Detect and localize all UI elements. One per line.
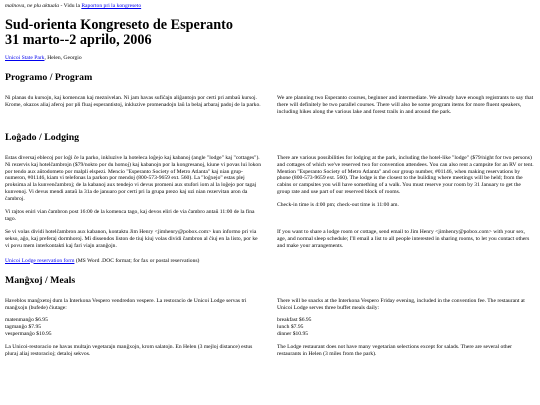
meals-en-p2: The Lodge restaurant does not have many vegetarian selections except for salads. There are several other restaurants in Helen (3 miles from the park). [277,344,513,358]
lodging-heading: Loĝado / Lodging [5,131,80,143]
meals-eo [5,298,277,364]
lodging-en-share [277,229,535,256]
menu-item: vespermanĝo $10.95 [5,331,52,338]
meals-table [5,298,535,364]
meals-en-p1: There will be snacks at the Interkona Vespero Friday evening, included in the convention fee. The restaurant at Unicoi Lodge serves three buffet meals daily: [277,297,525,311]
notice-separator: - Vidu la [59,3,82,9]
program-section [5,72,535,122]
meals-eo-p1: Haveblos manĝxetoj dum la Interkona Vespero vendredon vespere. La restoracio de Unicoi Lodge servas tri manĝxojn (bufede) ĉiutage: [5,297,247,311]
meals-heading: Manĝxoj / Meals [5,274,76,286]
meals-en [277,298,535,364]
lodging-en-p2: Check-in time is 4:00 pm; check-out time is 11:00 am. [277,202,399,209]
page-title [5,18,535,47]
report-link[interactable]: Raporton pri la kongreseto [81,3,142,9]
menu-item: matenmanĝo $6.95 [5,317,48,324]
menu-item: lunch $7.95 [277,324,304,331]
reservation-form-line [5,258,535,265]
program-table [5,95,535,122]
park-link[interactable]: Unicoi State Park [5,55,45,61]
menu-item: breakfast $6.95 [277,317,312,324]
title-line-2: 31 marto--2 aprilo, 2006 [5,31,152,48]
meals-eo-p2: La Unicoi-restoracio ne havas multajn vegetarajn manĝxojn, krom salatojn. En Helen (3 mejloj distance) estus pluraj aliaj restoracioj; detaloj sekvos. [5,344,253,358]
notice-line [5,3,535,10]
lodging-section [5,132,535,265]
lodging-eo [5,155,277,229]
lodging-eo-p3: Se vi volas dividi hotelĉambron aux kabanon, kontaktu Jim Henry <jimhenry@pobox.com> kun informo pri via sekso, aĝo, kaj preferaj dormhoroj. Mi dissendos liston de tiuj kiuj volas dividi ĉambron al ĉiuj en la listo, por ke vi povu mem interkontakti kaj fari viajn aranĝojn. [5,228,258,249]
meals-en-menu [277,317,535,338]
menu-item: tagmanĝo $7.95 [5,324,42,331]
reservation-form-link[interactable]: Unicoi Lodge reservation form [5,257,75,264]
lodging-table [5,155,535,256]
program-heading: Programo / Program [5,72,93,83]
program-eo-text: Ni planas du kursojn, kaj komencan kaj meznivelan. Ni jam havas sufiĉajn aliĝantojn por certi pri ambaŭ kursoj. Krome, okazos aliaj aferoj por pli fluaj esperantistoj, inkluzive promenadojn laŭ la belaj arbaraj padoj de la parko. [5,95,261,108]
reservation-form-note: (MS Word .DOC format; for fax or postal reservations) [74,257,200,264]
program-eo [5,95,277,122]
lodging-en-p1: There are various possibilities for lodging at the park, including the hotel-like "lodge" ($79/night for two persons) and cottages of which we've reserved two for convention attendees. You can also rent a campsite for an RV or tent. Mention "Esperanto Society of Metro Atlanta" and our group number, #01146, when making reservations by phone (800-573-9659 ext. 560). The lodge is the closest to the building where meetings will be held; from the cabins or campsites you will have something of a walk. You must reserve your room by 31 January to get the group rate and use part of our reserved block of rooms. [277,154,534,196]
lodging-eo-p1: Estas diversaj eblecoj por loĝi ĉe la parko, inkluzive la hoteleca loĝejo kaj kabanoj (angle "lodge" kaj "cottages"). Ni rezervis kaj hotelĉambrojn ($79/nokto por du homoj) kaj kabanojn por la kongresanoj, kiune vi povas lui lokon por tendo aux aŭtodometo por malpli elspezi. Mencio "Esperanto Society of Metro Atlanta" kaj nian grup-numeron, #01146, kiam vi telefonas la parkon por mendoj (800-573-9659 ext. 560). La "loĝxejo" estas plej proksima al la kunvenĉambroj; de la kabanoj aux tendejo vi devus promeni aux stufori iom al la loĝejo por tagaj kunvenoj. Vi devus mendi antaŭ la 31a de januaro por certi pri la grupa prezo kaj uzi nian rezervitan aron da ĉambroj. [5,154,262,203]
menu-item: dinner $10.95 [277,331,309,338]
lodging-eo-share [5,229,277,256]
lodging-eo-p2: Vi rajtos eniri vian ĉambron post 16:00 de la komenca tago, kaj devos eliri de via ĉambro antaŭ 11:00 de la fina tago. [5,209,255,222]
outdated-notice: malnova, ne plu aktuala [5,3,60,9]
meals-eo-menu [5,317,263,338]
lodging-en-p3: If you want to share a lodge room or cottage, send email to Jim Henry <jimhenry@pobox.com> with your sex, age, and normal sleep schedule; I'll email a list to all people interested in sharing rooms, to let you contact others and make your arrangements. [277,228,530,249]
title-line-1: Sud-orienta Kongreseto de Esperanto [5,17,233,33]
location-text: , Helen, Georgio [44,55,82,61]
program-en-text: We are planning two Esperanto courses, beginner and intermediate. We already have enough registrants to say that there will definitely be two parallel courses. There will also be some program items for more fluent speakers, including hikes along the various lake and forest trails in and around the park. [277,95,534,115]
lodging-en [277,155,535,229]
meals-section [5,275,535,364]
program-en [277,95,535,122]
location-line [5,55,535,62]
